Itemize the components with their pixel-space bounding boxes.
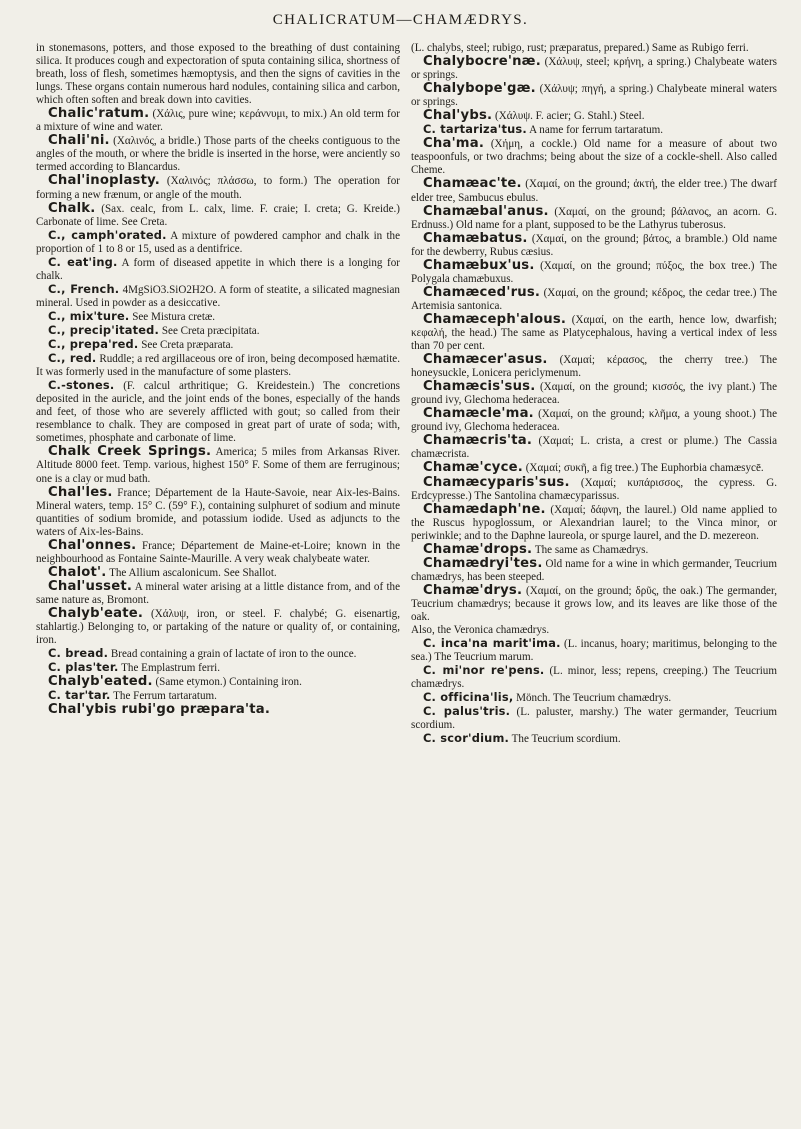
entry-text: (Χάλις, pure wine; κεράννυμι, to mix.) An old term for a mixture of wine and water. [36, 108, 400, 134]
dictionary-entry [36, 338, 400, 352]
dictionary-entry [411, 313, 777, 353]
dictionary-entry [36, 42, 400, 107]
dictionary-entry [36, 486, 400, 539]
entry-text: (Same etymon.) Containing iron. [155, 676, 302, 689]
entry-text: (Χαμαί; κυπάρισσος, the cypress. G. Erdcypresse.) The Santolina chamæcyparissus. [411, 476, 777, 502]
entry-headword: Chamæced'rus. [423, 284, 541, 300]
entry-headword: Chal'onnes. [48, 537, 137, 553]
entry-text: (Χαμαί; δάφνη, the laurel.) Old name applied to the Ruscus hypoglossum, or Alexandrian laurel; to the Vinca minor, or periwinkle; and to the Daphne laureola, or spurge laurel, and the D. mezereon. [411, 503, 777, 542]
dictionary-entry [411, 286, 777, 313]
dictionary-entry [36, 256, 400, 283]
entry-text: (Χήμη, a cockle.) Old name for a measure of about two teaspoonfuls, or two drachms; being about the size of a cockle-shell. Also called Cheme. [411, 138, 777, 177]
entry-headword: C. tartariza'tus. [423, 122, 527, 137]
entry-headword: C., French. [48, 281, 120, 296]
dictionary-entry [411, 205, 777, 232]
entry-headword: Chamæbux'us. [423, 257, 535, 273]
dictionary-entry [36, 539, 400, 566]
entry-text: (Χαμαί, on the ground; κλῆμα, a young shoot.) The ground ivy, Glechoma hederacea. [411, 408, 777, 434]
entry-text: America; 5 miles from Arkansas River. Altitude 8000 feet. Temp. various, highest 150° F. Some of them are ferruginous; one is a clay or mud bath. [36, 446, 400, 485]
entry-text: (Χαμαί, on the ground; βάλανος, an acorn. G. Erdnuss.) Old name for a plant, supposed to be the Lathyrus tuberosus. [411, 205, 777, 231]
entry-text: (Χάλυψ, steel; κρήνη, a spring.) Chalybeate waters or springs. [411, 56, 777, 82]
entry-headword: Chamæcyparis'sus. [423, 474, 570, 490]
entry-headword: C. inca'na marit'ima. [423, 636, 561, 651]
dictionary-entry [411, 232, 777, 259]
entry-headword: Chamæ'drys. [423, 582, 523, 598]
dictionary-entry [36, 703, 400, 717]
dictionary-entry [36, 445, 400, 485]
entry-headword: C., red. [48, 351, 97, 366]
entry-text: A form of diseased appetite in which there is a longing for chalk. [36, 256, 400, 282]
entry-headword: Chal'ybis rubi'go præpara'ta. [48, 702, 271, 718]
dictionary-entry [411, 434, 777, 461]
entry-text: (Χαμαί, on the ground; πύξος, the box tree.) The Polygala chamæbuxus. [411, 259, 777, 285]
entry-text: Old name for a wine in which germander, Teucrium chamædrys, has been steeped. [411, 557, 777, 583]
entry-headword: C. plas'ter. [48, 660, 119, 675]
dictionary-entry [411, 557, 777, 584]
dictionary-entry [36, 379, 400, 445]
entry-headword: Chamæbatus. [423, 230, 528, 246]
dictionary-entry [36, 283, 400, 310]
entry-text: (Χαμαί, on the ground; δρῦς, the oak.) The germander, Teucrium chamædrys; because it grows low, and its leaves are like those of the oak. [411, 584, 777, 623]
entry-text: France; Département de la Haute-Savoie, near Aix-les-Bains. Mineral waters, temp. 15° C. (59° F.), containing sulphuret of sodium and minute quantities of sodium bromide, and potassium iodide. Used as adjuncts to the waters of Aix-les-Bains. [36, 486, 400, 538]
entry-headword: Chal'les. [48, 484, 113, 500]
entry-headword: C. officina'lis, [423, 690, 514, 705]
entry-headword: Chalot'. [48, 564, 107, 580]
entry-text: in stonemasons, potters, and those exposed to the breathing of dust containing silica. It produces cough and expectoration of sputa containing silica, shortness of breath, loss of flesh, sometimes hæmoptysis, and then the signs of cavities in the lungs. These organs contain numerous hard nodules, containing silica and carbon, which often soften and break down into cavities. [36, 42, 400, 107]
dictionary-entry [411, 461, 777, 475]
entry-text: (Sax. cealc, from L. calx, lime. F. craie; I. creta; G. Kreide.) Carbonate of lime. See Creta. [36, 202, 400, 228]
dictionary-entry [411, 177, 777, 204]
left-column [36, 42, 400, 717]
dictionary-entry [411, 407, 777, 434]
entry-text: (Χαλινός, a bridle.) Those parts of the cheeks contiguous to the angles of the mouth, or where the bridle is inserted in the horse, were anciently so termed according to Blancardus. [36, 135, 400, 174]
page-header: CHALICRATUM—CHAMÆDRYS. [272, 12, 529, 28]
right-column [411, 42, 777, 746]
entry-headword: Chalic'ratum. [48, 106, 150, 122]
entry-text: (Χαμαί, on the earth, hence low, dwarfish; κεφαλή, the head.) The same as Platycephalous, having a vertical index of less than 70 per cent. [411, 313, 777, 353]
entry-headword: Chamæceph'alous. [423, 311, 567, 327]
dictionary-entry [36, 580, 400, 607]
entry-text: (Χαμαί, on the ground; κέδρος, the cedar tree.) The Artemisia santonica. [411, 286, 778, 312]
dictionary-entry [411, 476, 777, 503]
entry-text: (Χαμαί, on the ground; κισσός, the ivy plant.) The ground ivy, Glechoma hederacea. [411, 381, 777, 407]
entry-text: The Allium ascalonicum. See Shallot. [109, 566, 277, 579]
entry-headword: Chalybope'gæ. [423, 81, 536, 97]
entry-headword: Chamæcis'sus. [423, 379, 536, 395]
entry-headword: Chalyb'eated. [48, 674, 153, 690]
entry-headword: C., mix'ture. [48, 308, 130, 323]
dictionary-entry [36, 174, 400, 201]
entry-headword: C. scor'dium. [423, 731, 510, 746]
dictionary-entry [36, 202, 400, 229]
entry-text: France; Département de Maine-et-Loire; known in the neighbourhood as Fontaine Sainte-Maurille. A very weak chalybeate water. [36, 539, 400, 565]
dictionary-entry [36, 229, 400, 256]
entry-headword: C., prepa'red. [48, 337, 139, 352]
entry-headword: Chalk Creek Springs. [48, 444, 212, 460]
entry-text: (L. minor, less; repens, creeping.) The Teucrium chamædrys. [411, 665, 777, 691]
dictionary-entry [411, 55, 777, 82]
entry-text: 4MgSiO3.SiO2H2O. A form of steatite, a silicated magnesian mineral. Used in powder as a desiccative. [36, 283, 400, 309]
entry-text: (Χαμαί; κέρασος, the cherry tree.) The honeysuckle, Lonicera periclymenum. [411, 354, 777, 380]
entry-text: (Χαλινός; πλάσσω, to form.) The operation for forming a new frænum, or angle of the mouth. [36, 175, 400, 201]
dictionary-entry [36, 310, 400, 324]
entry-text: See Creta præcipitata. [161, 324, 260, 337]
dictionary-entry [36, 675, 400, 689]
entry-text: (Χάλυψ. F. acier; G. Stahl.) Steel. [495, 110, 645, 123]
entry-headword: Chamæ'cyce. [423, 460, 523, 476]
dictionary-entry [36, 324, 400, 338]
entry-text: (L. chalybs, steel; rubigo, rust; præparatus, prepared.) Same as Rubigo ferri. [411, 42, 749, 54]
entry-headword: Chamæac'te. [423, 176, 522, 192]
entry-text: A mixture of powdered camphor and chalk in the proportion of 1 to 8 or 15, used as a dentifrice. [36, 229, 400, 255]
entry-text: (Χάλυψ; πηγή, a spring.) Chalybeate mineral waters or springs. [411, 83, 777, 109]
entry-text: Bread containing a grain of lactate of iron to the ounce. [110, 648, 357, 661]
entry-headword: C. mi'nor re'pens. [423, 663, 545, 678]
dictionary-entry [411, 82, 777, 109]
dictionary-entry [411, 637, 777, 664]
entry-headword: Chamædryi'tes. [423, 555, 543, 571]
entry-text: (Χαμαί; συκῆ, a fig tree.) The Euphorbia chamæsycē. [525, 462, 764, 475]
entry-headword: Chalybocre'næ. [423, 54, 541, 70]
entry-headword: Chamæcer'asus. [423, 352, 548, 368]
entry-headword: C., precip'itated. [48, 322, 160, 337]
entry-text: A name for ferrum tartaratum. [529, 124, 664, 137]
entry-headword: Chali'ni. [48, 133, 110, 149]
dictionary-entry [411, 705, 777, 732]
dictionary-entry [36, 689, 400, 703]
entry-headword: C. bread. [48, 646, 109, 661]
dictionary-entry [411, 109, 777, 123]
dictionary-entry [36, 566, 400, 580]
entry-headword: Chalk. [48, 200, 96, 216]
entry-headword: C. palus'tris. [423, 704, 511, 719]
entry-text: The same as Chamædrys. [534, 543, 649, 556]
entry-headword: Cha'ma. [423, 136, 485, 152]
entry-text: Also, the Veronica chamædrys. [411, 624, 550, 637]
entry-headword: C., camph'orated. [48, 227, 167, 242]
entry-headword: Chamædaph'ne. [423, 501, 546, 517]
entry-headword: Chal'usset. [48, 578, 133, 594]
entry-text: (Χαμαί, on the ground; ἀκτή, the elder tree.) The dwarf elder tree, Sambucus ebulus. [411, 178, 778, 204]
entry-text: The Teucrium scordium. [511, 733, 621, 746]
entry-text: (Χαμαί, on the ground; βάτος, a bramble.) Old name for the dewberry, Rubus cæsius. [411, 232, 777, 258]
dictionary-entry [36, 647, 400, 661]
entry-text: (L. paluster, marshy.) The water germander, Teucrium scordium. [411, 706, 778, 732]
dictionary-entry [36, 134, 400, 174]
entry-headword: Chal'inoplasty. [48, 173, 160, 189]
dictionary-entry [411, 732, 777, 746]
dictionary-entry [411, 691, 777, 705]
dictionary-entry [411, 123, 777, 137]
dictionary-entry [411, 664, 777, 691]
entry-headword: C.-stones. [48, 378, 115, 393]
entry-text: (Χάλυψ, iron, or steel. F. chalybé; G. eisenartig, stahlartig.) Belonging to, or partaking of the nature or quality of, or containing, iron. [36, 607, 400, 647]
entry-text: The Emplastrum ferri. [121, 662, 221, 675]
entry-headword: Chamæcle'ma. [423, 406, 534, 422]
entry-headword: C. eat'ing. [48, 254, 118, 269]
dictionary-entry [36, 661, 400, 675]
entry-headword: Chamæbal'anus. [423, 203, 549, 219]
entry-text: (L. incanus, hoary; maritimus, belonging to the sea.) The Teucrium marum. [411, 638, 777, 664]
entry-text: See Creta præparata. [141, 339, 234, 352]
dictionary-entry [411, 380, 777, 407]
entry-text: Mönch. The Teucrium chamædrys. [516, 692, 672, 705]
dictionary-entry [411, 503, 777, 543]
entry-text: The Ferrum tartaratum. [113, 690, 217, 703]
entry-text: Ruddle; a red argillaceous ore of iron, being decomposed hæmatite. It was formerly used in the manufacture of some plasters. [36, 353, 401, 379]
dictionary-entry [36, 352, 400, 379]
entry-text: See Mistura cretæ. [132, 310, 216, 323]
entry-headword: Chalyb'eate. [48, 605, 144, 621]
dictionary-entry [411, 584, 777, 624]
entry-text: (F. calcul arthritique; G. Kreidestein.) The concretions deposited in the auricle, and the joint ends of the bones, especially of the hands and feet, of those who are severely afflicted with gout; so called from their resemblance to chalk. They are composed in great part of urate of soda; with, sometimes, phosphate and carbonate of lime. [36, 380, 401, 445]
dictionary-entry [411, 353, 777, 380]
dictionary-entry [36, 107, 400, 134]
dictionary-entry [411, 259, 777, 286]
dictionary-entry [411, 543, 777, 557]
entry-headword: C. tar'tar. [48, 688, 111, 703]
dictionary-entry [36, 607, 400, 647]
entry-text: A mineral water arising at a little distance from, and of the same nature as, Bromont. [36, 580, 400, 606]
entry-headword: Chamæ'drops. [423, 541, 533, 557]
entry-headword: Chamæcris'ta. [423, 433, 533, 449]
entry-headword: Chal'ybs. [423, 108, 493, 124]
dictionary-entry [411, 137, 777, 177]
entry-text: (Χαμαί; L. crista, a crest or plume.) The Cassia chamæcrista. [411, 435, 777, 461]
